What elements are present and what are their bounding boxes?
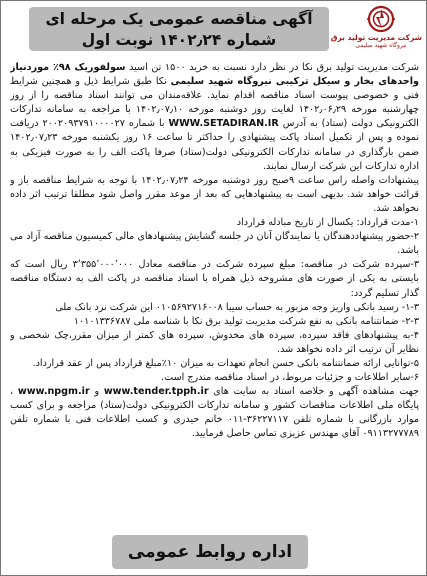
setad-website-link[interactable]: WWW.SETADIRAN.IR xyxy=(168,118,279,130)
closing-and: و xyxy=(94,386,100,398)
logo-plant-name: نیروگاه شهید سلیمی xyxy=(355,42,407,49)
item-3: ۳-سپرده شرکت در مناقصه: مبلغ سپرده شرکت در مناقصه معادل ۳٬۳۵۵٬۰۰۰٬۰۰۰ ریال است که بایستی به یکی از صورت های مشروحه ذیل همراه با اسناد مناقصه در پاکت الف به دستگاه مناقصه گذار تسلیم گردد: xyxy=(10,259,419,299)
item-3-1: ۱-۳- رسید بانکی واریز وجه مزبور به حساب سیبا ۰۱۰۵۶۹۲۷۱۶۰۰۸ این شرکت نزد بانک ملی xyxy=(55,301,419,313)
closing-paragraph xyxy=(10,385,419,441)
item-4: ۴-به پیشنهادهای فاقد سپرده، سپرده های مخدوش، سپرده های کمتر از میزان مقرر،چک شخصی و نظایر آن ترتیب اثر داده نخواهد شد. xyxy=(10,329,419,355)
company-logo xyxy=(330,5,422,55)
emblem-icon xyxy=(364,5,398,33)
title-line-1: آگهی مناقصه عمومی یک مرحله ای xyxy=(45,10,313,28)
item-3-2: ۲-۳- ضمانتنامه بانکی به نفع شرکت مدیریت تولید برق نکا با شناسه ملی ۱۰۱۰۱۳۳۶۷۸۷ xyxy=(73,315,419,327)
subject-text: سولفوریک ۹۸٪ موردنیاز واحدهای بخار و سیکل ترکیبی نیروگاه شهید سلیمی xyxy=(10,62,419,88)
item-5: ۵-توانایی ارائه ضمانتنامه بانکی حسن انجام تعهدات به میزان ۱۰٪مبلغ قرارداد پس از عقد قرارداد. xyxy=(32,357,419,369)
title-line-2: شماره ۱۴۰۲٫۲۴ نوبت اول xyxy=(81,31,277,49)
item-1: ۱-مدت قرارداد: یکسال از تاریخ مبادله قرارداد xyxy=(236,217,419,229)
item-2: ۲-حضور پیشنهاددهندگان یا نمایندگان آنان در جلسه گشایش پیشنهادهای مالی کمیسیون مناقصه آزاد می باشد. xyxy=(10,231,419,257)
npgm-website-link[interactable]: www.npgm.ir xyxy=(17,386,90,398)
closing-text-a: جهت مشاهده آگهی و خلاصه اسناد به سایت های xyxy=(213,386,419,398)
tender-website-link[interactable]: www.tender.tpph.ir xyxy=(103,386,209,398)
notice-body xyxy=(10,61,419,525)
paragraph-1-b: با شماره ۲۰۰۲۰۹۳۷۹۱۰۰۰۰۲۷ دریافت نموده و پس از تکمیل اسناد پاکت پیشنهادی را حداکثر تا ساعت ۱۶ روز یکشنبه مورخه ۱۴۰۲٫۰۷٫۲۳ ضمن بارگذاری در سامانه تدارکات الکترونیکی دولت(ستاد) صرفا پاکت الف را به صورت فیزیکی به اداره تدارکات این شرکت ارسال نمایند. xyxy=(10,118,419,172)
paragraph-2: پیشنهادات واصله راس ساعت ۹صبح روز دوشنبه مورخه ۱۴۰۲٫۰۷٫۲۴ با توجه به شرایط مناقصه باز و قرائت خواهد شد. بدیهی است به پیشنهادهایی که بعد از موعد مقرر واصل شود مطلقا ترتیب اثر داده نخواهد شد. xyxy=(10,174,419,214)
intro-line xyxy=(10,61,419,174)
header xyxy=(1,1,427,59)
item-6: ۶-سایر اطلاعات و جزئیات مربوط، در اسناد مناقصه مندرج است. xyxy=(161,372,419,384)
title-banner xyxy=(29,7,329,51)
closing-text-b: ، پایگاه ملی اطلاعات مناقصات کشور و سامانه تدارکات الکترونیکی دولت(ستاد) مراجعه و برای کسب موارد بازرگانی با شماره تلفن ۳۶۲۲۷۱۱۷-۰۱۱ خانم حیدری و کسب اطلاعات فنی با شماره تلفن ۰۹۱۱۳۲۷۷۷۸۹ آقای مهندس عزیزی تماس حاصل فرمایید. xyxy=(10,386,419,440)
signature-banner: اداره روابط عمومی xyxy=(112,535,308,569)
logo-company-name: شرکت مدیریت تولید برق xyxy=(330,33,422,42)
paragraph-1-a: نکا طبق شرایط ذیل و همچنین شرایط فنی و خصوصی پیوست اسناد مناقصه اقدام نماید. علاقه‌مندان می توانند اسناد مناقصه را از روز چهارشنبه مورخه ۱۴۰۲٫۰۶٫۲۹ لغایت روز دوشنبه مورخه ۱۴۰۲٫۰۷٫۱۰ با مراجعه به سامانه تدارکات الکترونیکی دولت (ستاد) به آدرس xyxy=(10,76,419,130)
intro-text: شرکت مدیریت تولید برق نکا در نظر دارد نسبت به خرید ۱۵۰۰ تن اسید xyxy=(129,62,419,73)
